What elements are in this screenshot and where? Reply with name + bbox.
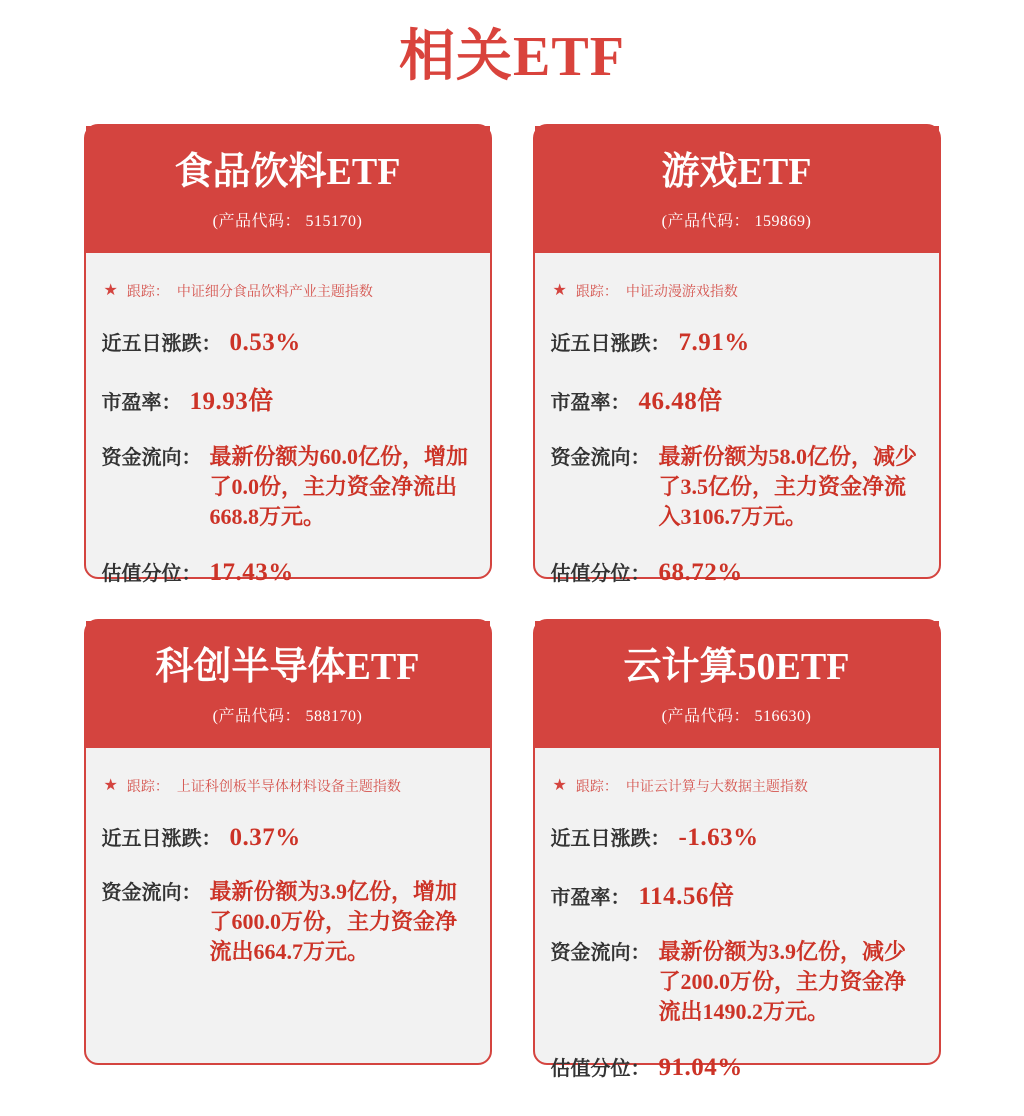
etf-product-code: (产品代码： 516630) (661, 707, 812, 725)
pe-value: 46.48倍 (638, 387, 723, 415)
change-value: 7.91% (678, 328, 750, 356)
star-icon: ★ (552, 776, 567, 794)
valuation-label: 估值分位： (101, 562, 202, 585)
pe-value: 114.56倍 (638, 882, 735, 910)
etf-title: 食品饮料ETF (174, 151, 401, 193)
valuation-row (551, 1052, 923, 1082)
change-value: 0.53% (229, 328, 301, 356)
valuation-value: 68.72% (658, 558, 743, 586)
track-row (553, 776, 923, 796)
change-row (102, 327, 474, 357)
etf-card-star-semiconductor (84, 619, 492, 1065)
page-title: 相关ETF (399, 26, 625, 88)
flow-row (102, 441, 474, 533)
valuation-label: 估值分位： (550, 1057, 651, 1080)
card-header (86, 126, 490, 253)
valuation-value: 17.43% (209, 558, 294, 586)
etf-product-code: (产品代码： 159869) (661, 212, 812, 230)
card-header (535, 621, 939, 748)
track-label: 跟踪： (575, 282, 618, 299)
valuation-row (551, 557, 923, 587)
pe-label: 市盈率： (550, 886, 631, 909)
pe-label: 市盈率： (101, 391, 182, 414)
card-body (86, 253, 490, 621)
flow-label: 资金流向： (101, 446, 202, 469)
change-label: 近五日涨跌： (101, 827, 222, 850)
track-index-name: 中证动漫游戏指数 (625, 282, 738, 299)
track-row (104, 281, 474, 301)
etf-title: 游戏ETF (661, 151, 812, 193)
change-row (551, 327, 923, 357)
change-label: 近五日涨跌： (550, 332, 671, 355)
etf-card-food-beverage (84, 124, 492, 586)
etf-card-cloud50 (533, 619, 941, 1081)
card-header (535, 126, 939, 253)
card-body (535, 253, 939, 621)
track-label: 跟踪： (126, 282, 169, 299)
track-index-name: 中证云计算与大数据主题指数 (625, 777, 808, 794)
change-value: 0.37% (229, 823, 301, 851)
change-row (551, 822, 923, 852)
track-label: 跟踪： (575, 777, 618, 794)
flow-label: 资金流向： (550, 446, 651, 469)
track-row (104, 776, 474, 796)
flow-label: 资金流向： (550, 941, 651, 964)
card-body (535, 748, 939, 1116)
flow-value: 最新份额为60.0亿份，增加了0.0份，主力资金净流出668.8万元。 (209, 443, 469, 530)
change-row (102, 822, 474, 852)
card-header (86, 621, 490, 748)
track-label: 跟踪： (126, 777, 169, 794)
pe-row (551, 876, 923, 912)
valuation-label: 估值分位： (550, 562, 651, 585)
etf-title: 科创半导体ETF (155, 646, 420, 688)
etf-title: 云计算50ETF (623, 646, 850, 688)
track-row (553, 281, 923, 301)
flow-row (551, 441, 923, 533)
valuation-row (102, 557, 474, 587)
star-icon: ★ (103, 281, 118, 299)
flow-value: 最新份额为3.9亿份，增加了600.0万份，主力资金净流出664.7万元。 (209, 878, 458, 965)
flow-value: 最新份额为58.0亿份，减少了3.5亿份，主力资金净流入3106.7万元。 (658, 443, 918, 530)
flow-label: 资金流向： (101, 881, 202, 904)
flow-value: 最新份额为3.9亿份，减少了200.0万份，主力资金净流出1490.2万元。 (658, 938, 907, 1025)
flow-row (102, 876, 474, 968)
pe-row (551, 381, 923, 417)
change-value: -1.63% (678, 823, 759, 851)
track-index-name: 中证细分食品饮料产业主题指数 (176, 282, 373, 299)
star-icon: ★ (552, 281, 567, 299)
valuation-value: 91.04% (658, 1053, 743, 1081)
card-body (86, 748, 490, 1063)
etf-card-grid (0, 124, 1024, 1081)
change-label: 近五日涨跌： (550, 827, 671, 850)
pe-row (102, 381, 474, 417)
track-index-name: 上证科创板半导体材料设备主题指数 (176, 777, 401, 794)
etf-card-game (533, 124, 941, 586)
etf-product-code: (产品代码： 588170) (212, 707, 363, 725)
pe-value: 19.93倍 (189, 387, 274, 415)
etf-product-code: (产品代码： 515170) (212, 212, 363, 230)
change-label: 近五日涨跌： (101, 332, 222, 355)
pe-label: 市盈率： (550, 391, 631, 414)
flow-row (551, 936, 923, 1028)
star-icon: ★ (103, 776, 118, 794)
